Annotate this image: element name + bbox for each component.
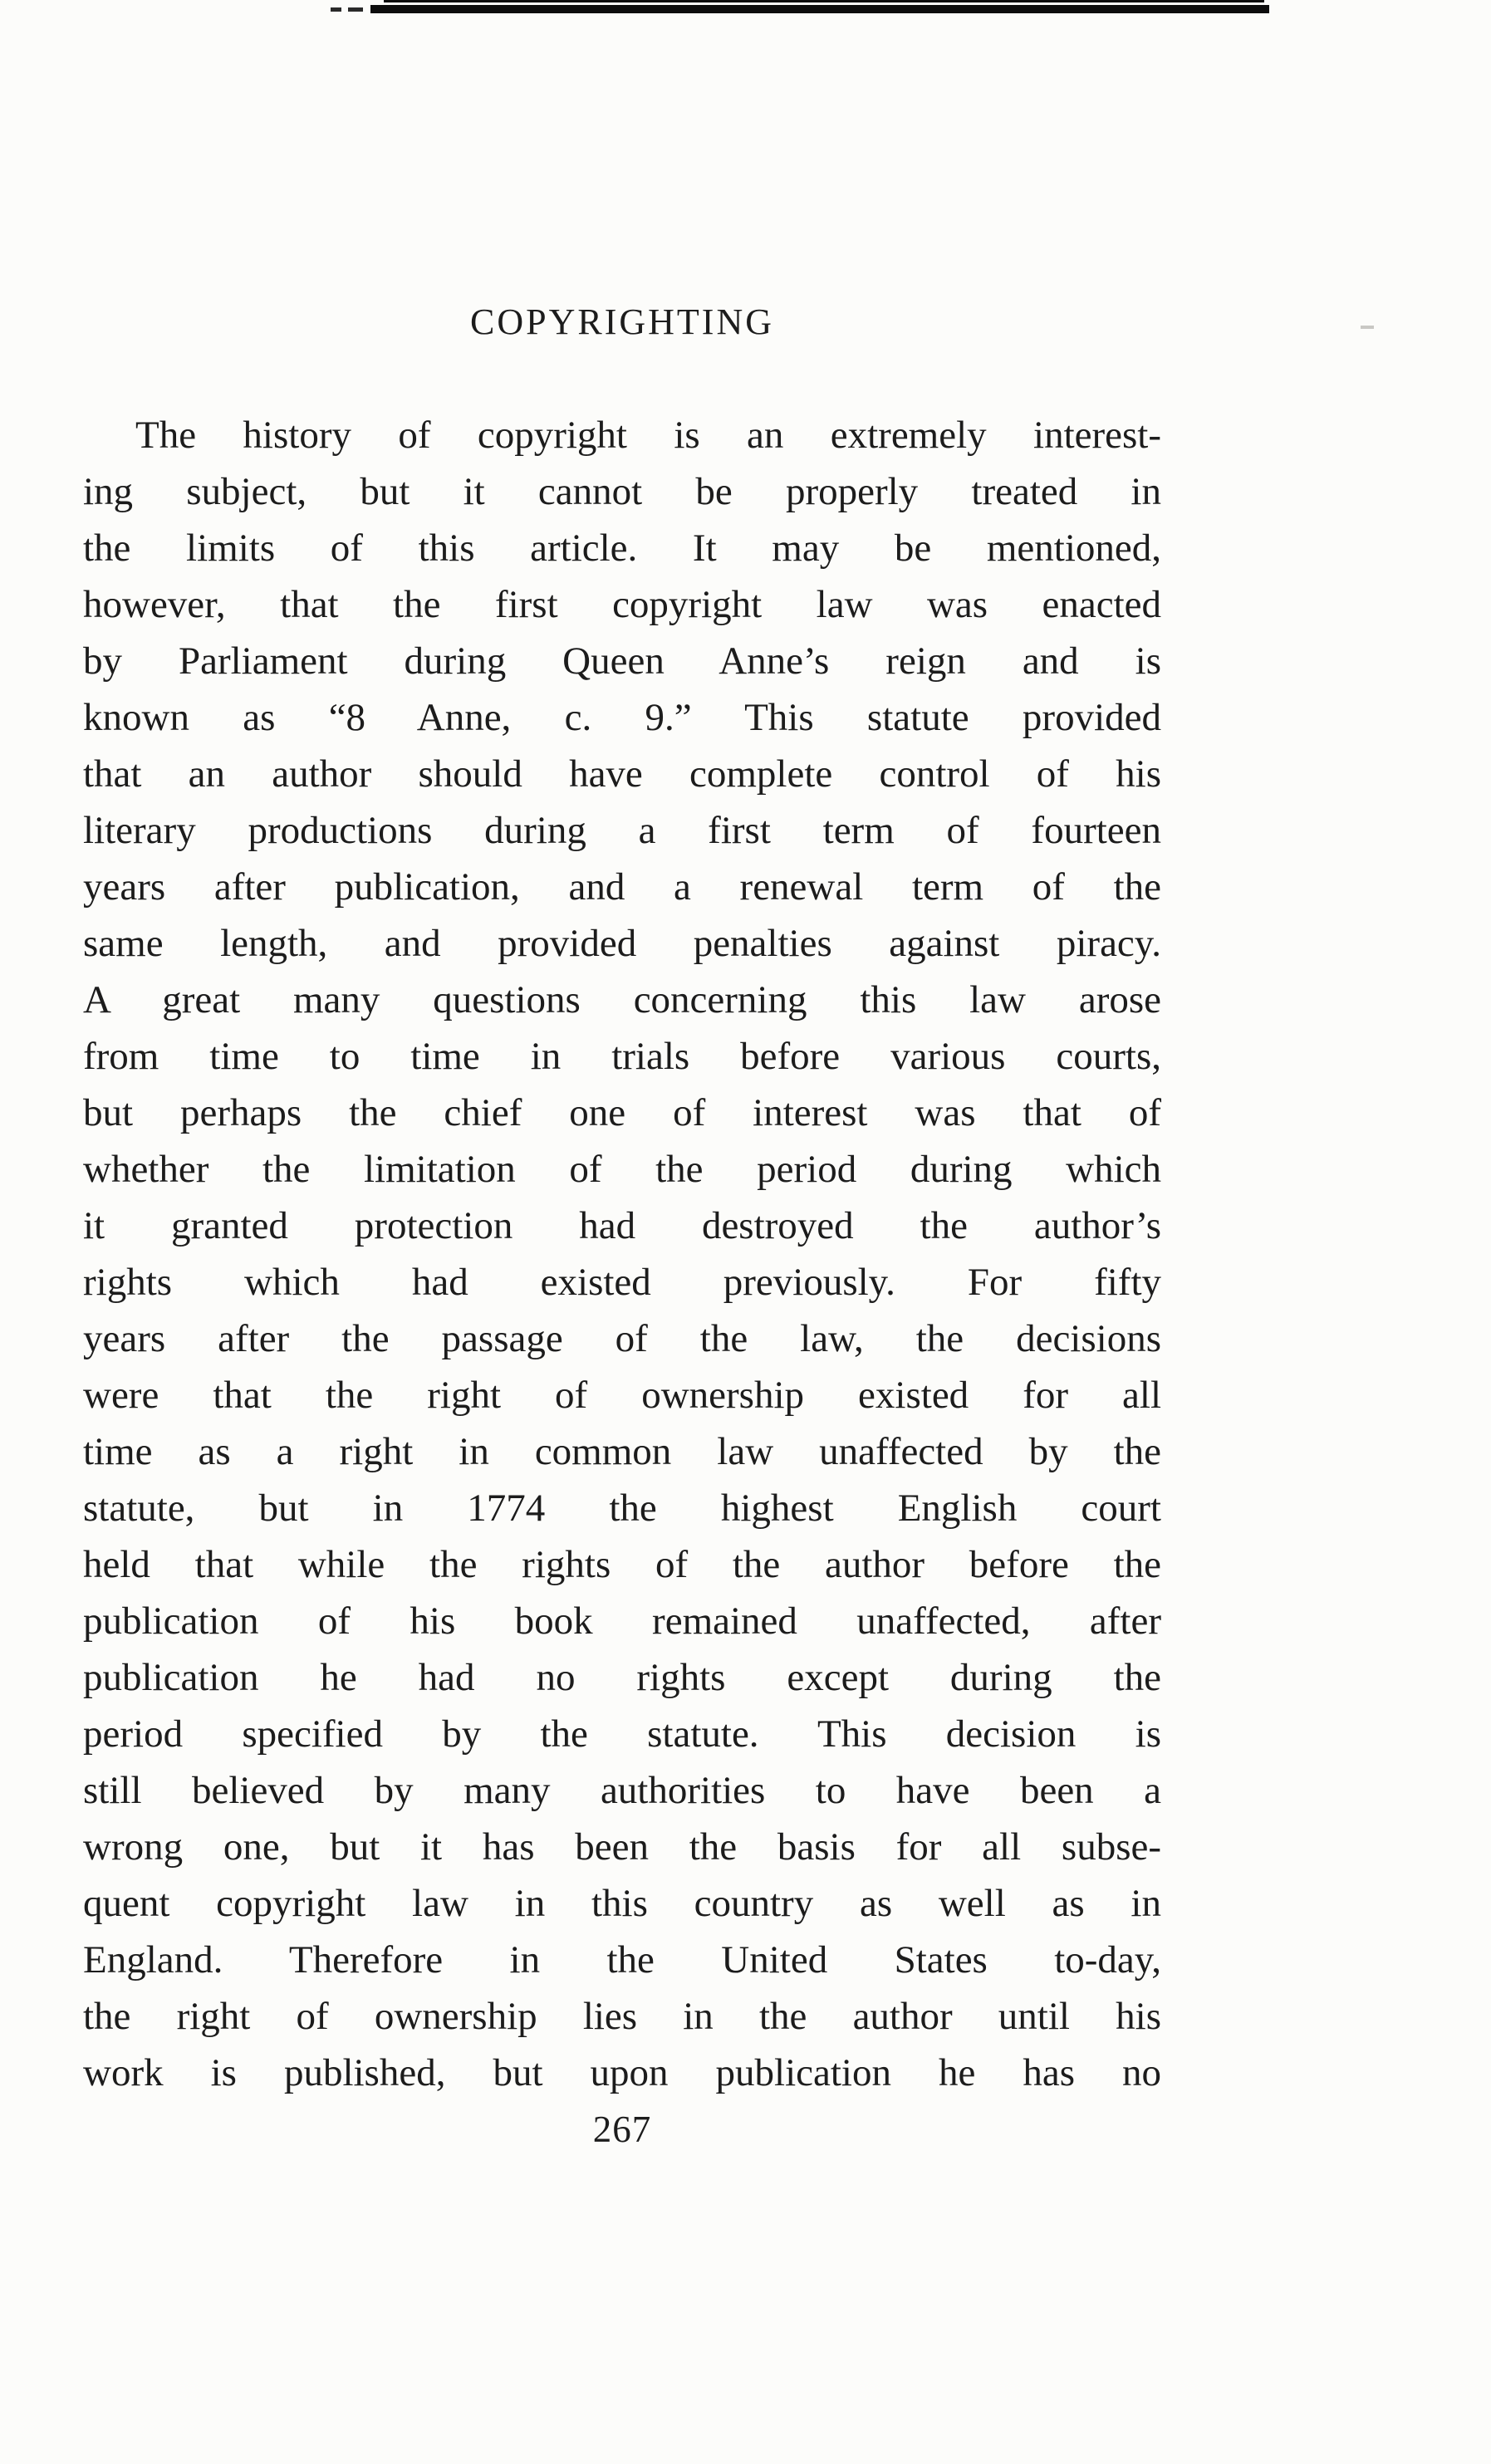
body-line: that an author should have complete control of his	[83, 752, 1161, 796]
body-line: years after publication, and a renewal term of the	[83, 865, 1161, 909]
body-line: literary productions during a first term of fourteen	[83, 809, 1161, 852]
body-line: were that the right of ownership existed for all	[83, 1374, 1161, 1417]
page-number: 267	[592, 2109, 652, 2150]
body-line: rights which had existed previously. For fifty	[83, 1261, 1161, 1304]
body-line: the right of ownership lies in the author until his	[83, 1995, 1161, 2038]
body-line: but perhaps the chief one of interest was that of	[83, 1091, 1161, 1134]
body-line: The history of copyright is an extremely interest-	[135, 414, 1161, 457]
body-line: held that while the rights of the author before the	[83, 1543, 1161, 1586]
body-line: the limits of this article. It may be mentioned,	[83, 527, 1161, 570]
body-line: it granted protection had destroyed the author’s	[83, 1204, 1161, 1247]
body-line: however, that the first copyright law was enacted	[83, 583, 1161, 626]
body-line: still believed by many authorities to have been a	[83, 1769, 1161, 1812]
body-line: work is published, but upon publication he has no	[83, 2051, 1161, 2094]
page	[83, 0, 1161, 2158]
body-line: ing subject, but it cannot be properly treated in	[83, 470, 1161, 513]
scan-artifact-margin-mark	[1361, 326, 1374, 329]
body-line: wrong one, but it has been the basis for all subse-	[83, 1825, 1161, 1869]
body-line: England. Therefore in the United States to-day,	[83, 1938, 1161, 1981]
body-line: whether the limitation of the period during which	[83, 1148, 1161, 1191]
body-line: statute, but in 1774 the highest English court	[83, 1487, 1161, 1530]
body-line: A great many questions concerning this law arose	[83, 978, 1161, 1021]
body-line: known as “8 Anne, c. 9.” This statute provided	[83, 696, 1161, 739]
page-title: COPYRIGHTING	[470, 301, 774, 342]
body-line: years after the passage of the law, the decisions	[83, 1317, 1161, 1360]
body-text	[83, 407, 1161, 2101]
body-line: from time to time in trials before various courts,	[83, 1035, 1161, 1078]
body-line: quent copyright law in this country as well as in	[83, 1882, 1161, 1925]
body-line: period specified by the statute. This decision is	[83, 1712, 1161, 1756]
body-line: by Parliament during Queen Anne’s reign and is	[83, 639, 1161, 683]
body-line: publication of his book remained unaffected, after	[83, 1599, 1161, 1643]
body-line: same length, and provided penalties against piracy.	[83, 922, 1161, 965]
body-line: time as a right in common law unaffected by the	[83, 1430, 1161, 1473]
body-line: publication he had no rights except during the	[83, 1656, 1161, 1699]
